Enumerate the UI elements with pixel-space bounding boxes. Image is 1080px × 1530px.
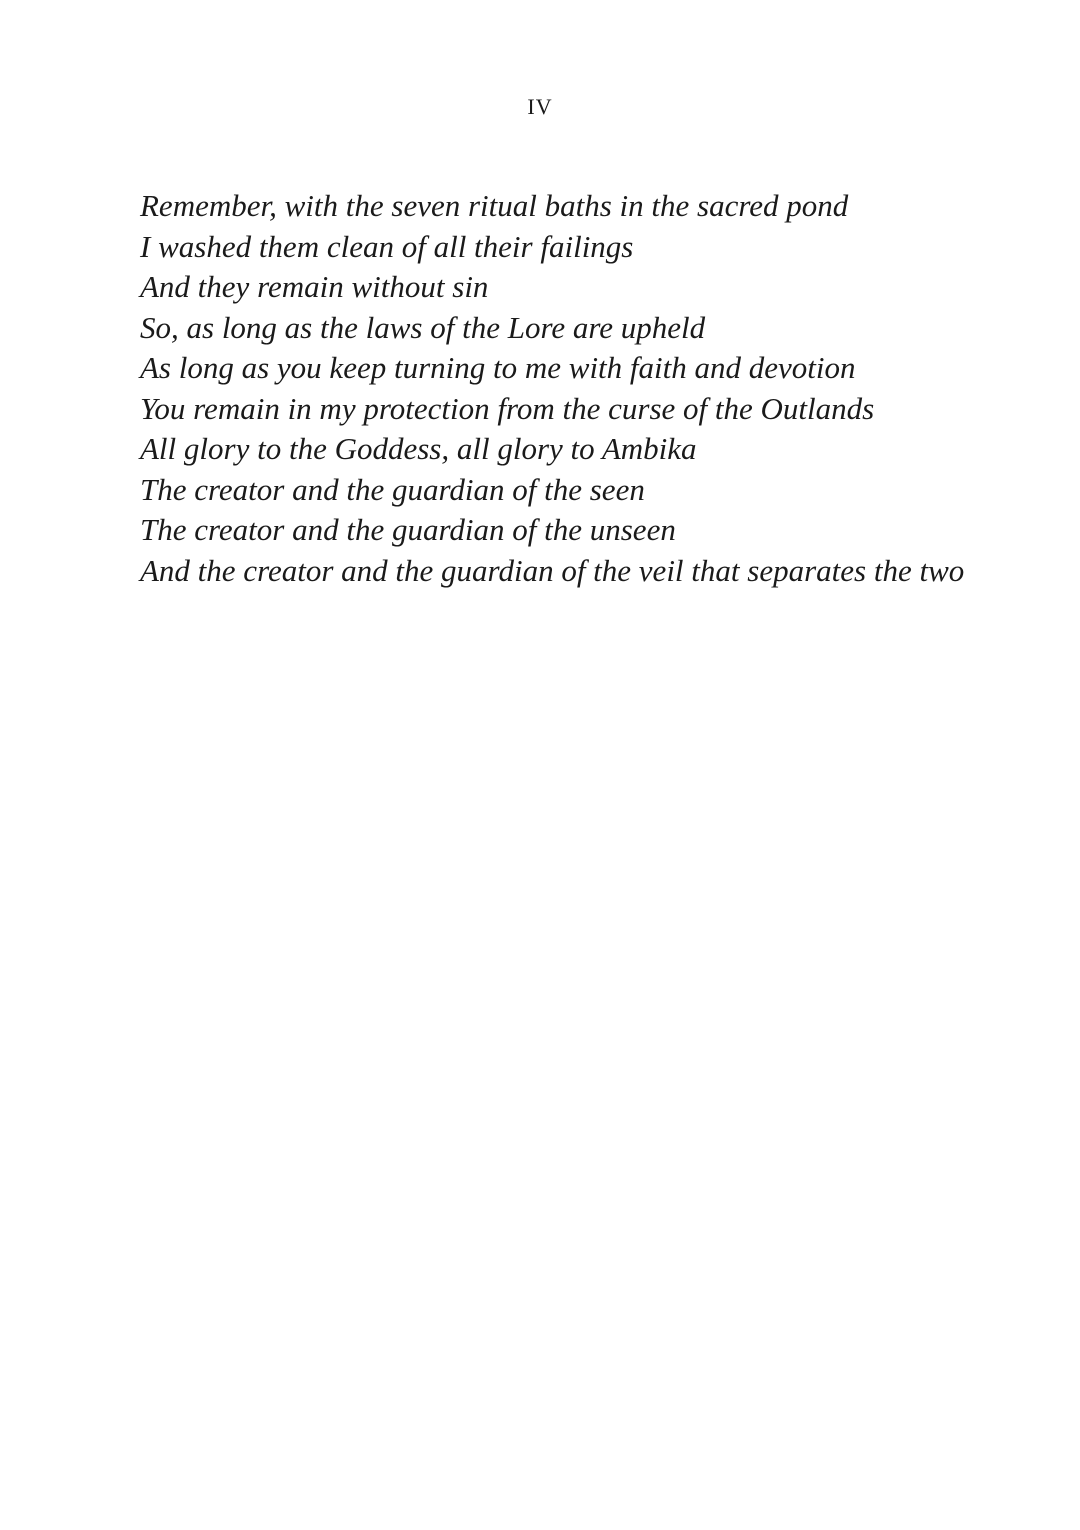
page-number: IV: [527, 94, 553, 119]
poem-line: So, as long as the laws of the Lore are upheld: [140, 309, 706, 345]
poem-line: The creator and the guardian of the seen: [140, 471, 645, 507]
poem-line: You remain in my protection from the curse of the Outlands: [140, 390, 875, 426]
poem-line: And the creator and the guardian of the veil that separates the two: [140, 552, 965, 588]
poem-line: The creator and the guardian of the unseen: [140, 512, 676, 547]
poem-line: All glory to the Goddess, all glory to Ambika: [140, 431, 697, 466]
poem-line: As long as you keep turning to me with faith and devotion: [140, 350, 856, 385]
poem-line: I washed them clean of all their failings: [140, 228, 634, 264]
poem-stanza: [140, 186, 1040, 591]
poem-line: Remember, with the seven ritual baths in the sacred pond: [140, 188, 849, 223]
poem-line: And they remain without sin: [140, 269, 489, 304]
